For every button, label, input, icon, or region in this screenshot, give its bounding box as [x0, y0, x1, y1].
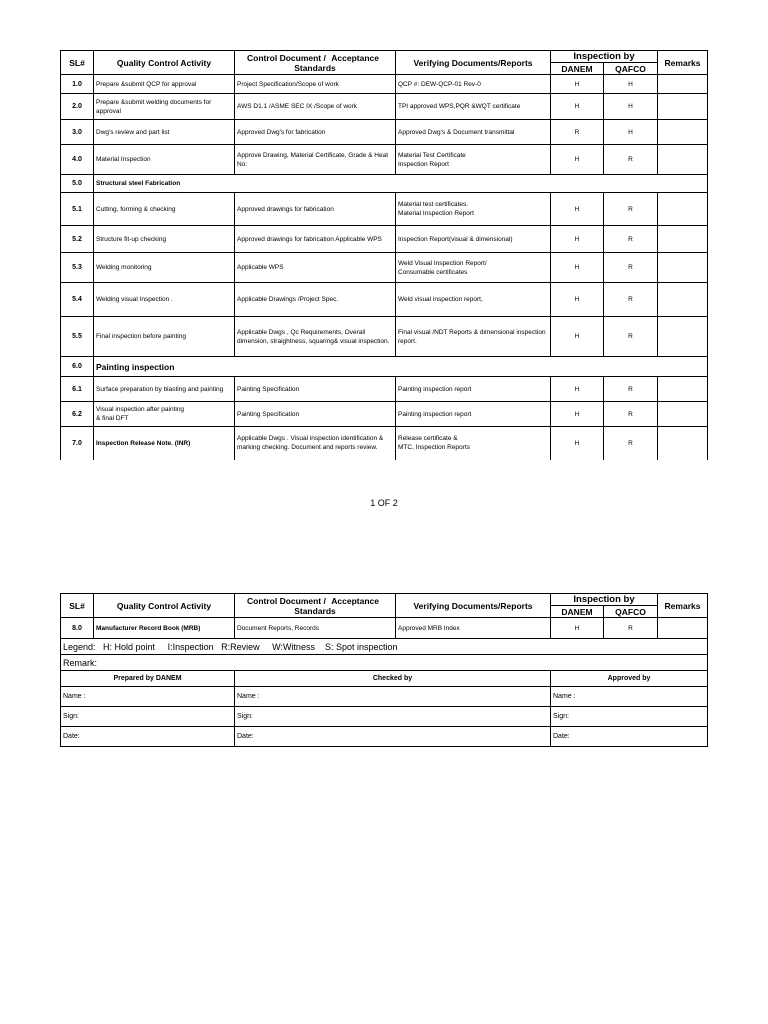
table-row: [61, 427, 708, 460]
row-qafco: R: [604, 145, 658, 175]
row-control-document: AWS D1.1 /ASME SEC IX /Scope of work: [235, 94, 396, 120]
row-danem: H: [551, 317, 604, 357]
row-control-document: Applicable Drawings /Project Spec.: [235, 283, 396, 317]
row-remarks: [658, 94, 708, 120]
row-sl: 5.0: [61, 175, 94, 193]
row-sl: 8.0: [61, 618, 94, 639]
row-qafco: R: [604, 427, 658, 460]
row-danem: H: [551, 226, 604, 253]
row-sl: 5.2: [61, 226, 94, 253]
row-verifying-document: Material test certificates. Material Inspection Report: [396, 193, 551, 226]
row-verifying-document: QCP #: DEW-QCP-01 Rev-0: [396, 75, 551, 94]
row-verifying-document: Inspection Report(visual & dimensional): [396, 226, 551, 253]
row-remarks: [658, 317, 708, 357]
row-danem: H: [551, 427, 604, 460]
row-qafco: R: [604, 193, 658, 226]
row-remarks: [658, 145, 708, 175]
row-remarks: [658, 283, 708, 317]
row-qafco: R: [604, 283, 658, 317]
row-sl: 4.0: [61, 145, 94, 175]
table-row: [61, 283, 708, 317]
table-row: [61, 226, 708, 253]
legend: Legend: H: Hold point I:Inspection R:Review W:Witness S: Spot inspection: [61, 639, 708, 655]
row-verifying-document: Weld Visual Inspection Report/ Consumable certificates: [396, 253, 551, 283]
table-row: [61, 75, 708, 94]
row-remarks: [658, 402, 708, 427]
row-sl: 5.3: [61, 253, 94, 283]
approved-by-heading: Approved by: [551, 671, 708, 687]
row-danem: H: [551, 94, 604, 120]
row-sl: 6.0: [61, 357, 94, 377]
row-remarks: [658, 618, 708, 639]
row-activity: Visual inspection after painting & final DFT: [94, 402, 235, 427]
row-verifying-document: Approved Dwg's & Document transmittal: [396, 120, 551, 145]
row-qafco: R: [604, 317, 658, 357]
table-row: [61, 94, 708, 120]
header-qafco: QAFCO: [604, 63, 658, 75]
row-control-document: Applicable Dwgs . Visual inspection identification & marking checking. Document and reports review.: [235, 427, 396, 460]
header-sl: SL#: [61, 51, 94, 75]
row-activity: Manufacturer Record Book (MRB): [94, 618, 235, 639]
checked-name-field[interactable]: Name :: [235, 687, 551, 707]
row-verifying-document: TPI approved WPS,PQR &WQT certificate: [396, 94, 551, 120]
row-verifying-document: Painting inspection report: [396, 402, 551, 427]
header-sl: SL#: [61, 594, 94, 618]
row-danem: H: [551, 377, 604, 402]
header-control-document: Control Document / Acceptance Standards: [235, 51, 396, 75]
header-remarks: Remarks: [658, 594, 708, 618]
prepared-sign-field[interactable]: Sign:: [61, 707, 235, 727]
row-control-document: Painting Specification: [235, 402, 396, 427]
row-sl: 6.1: [61, 377, 94, 402]
row-verifying-document: Final visual /NDT Reports & dimensional inspection report.: [396, 317, 551, 357]
row-verifying-document: Painting inspection report: [396, 377, 551, 402]
row-danem: H: [551, 283, 604, 317]
row-activity: Prepare &submit QCP for approval: [94, 75, 235, 94]
row-control-document: Project Specification/Scope of work: [235, 75, 396, 94]
section-title: Painting inspection: [94, 357, 708, 377]
row-activity: Inspection Release Note. (INR): [94, 427, 235, 460]
qc-activity-table: [60, 50, 708, 460]
row-activity: Final inspection before painting: [94, 317, 235, 357]
header-qafco: QAFCO: [604, 606, 658, 618]
row-remarks: [658, 427, 708, 460]
row-sl: 2.0: [61, 94, 94, 120]
row-qafco: R: [604, 618, 658, 639]
header-danem: DANEM: [551, 63, 604, 75]
row-danem: H: [551, 618, 604, 639]
row-sl: 5.5: [61, 317, 94, 357]
row-danem: H: [551, 75, 604, 94]
row-qafco: R: [604, 226, 658, 253]
header-verifying: Verifying Documents/Reports: [396, 51, 551, 75]
approved-date-field[interactable]: Date:: [551, 727, 708, 747]
table-row: [61, 145, 708, 175]
prepared-date-field[interactable]: Date:: [61, 727, 235, 747]
table-row: [61, 120, 708, 145]
qc-activity-table-page-2: [60, 593, 708, 747]
row-verifying-document: Material Test Certificate Inspection Report: [396, 145, 551, 175]
row-activity: Material Inspection: [94, 145, 235, 175]
page-number: 1 OF 2: [370, 498, 398, 508]
section-row: [61, 175, 708, 193]
row-activity: Cutting, forming & checking: [94, 193, 235, 226]
row-control-document: Approve Drawing, Material Certificate, Grade & Heat No:: [235, 145, 396, 175]
row-activity: Surface preparation by blasting and painting: [94, 377, 235, 402]
row-sl: 7.0: [61, 427, 94, 460]
row-activity: Dwg's review and part list: [94, 120, 235, 145]
row-verifying-document: Weld visual inspection report,: [396, 283, 551, 317]
row-danem: H: [551, 145, 604, 175]
row-control-document: Painting Specification: [235, 377, 396, 402]
row-danem: R: [551, 120, 604, 145]
table-row: [61, 377, 708, 402]
section-title: Structural steel Fabrication: [94, 175, 708, 193]
row-activity: Welding monitoring: [94, 253, 235, 283]
row-remarks: [658, 253, 708, 283]
row-sl: 6.2: [61, 402, 94, 427]
row-remarks: [658, 377, 708, 402]
table-row: [61, 253, 708, 283]
row-control-document: Document Reports, Records: [235, 618, 396, 639]
header-verifying: Verifying Documents/Reports: [396, 594, 551, 618]
header-inspection-by: Inspection by: [551, 51, 658, 63]
row-remarks: [658, 193, 708, 226]
row-sl: 3.0: [61, 120, 94, 145]
row-qafco: H: [604, 75, 658, 94]
header-danem: DANEM: [551, 606, 604, 618]
row-remarks: [658, 226, 708, 253]
row-activity: Structure fit-up checking: [94, 226, 235, 253]
header-inspection-by: Inspection by: [551, 594, 658, 606]
row-sl: 5.1: [61, 193, 94, 226]
header-control-document: Control Document / Acceptance Standards: [235, 594, 396, 618]
prepared-by-heading: Prepared by DANEM: [61, 671, 235, 687]
row-activity: Welding visual Inspection .: [94, 283, 235, 317]
row-control-document: Approved drawings for fabrication: [235, 193, 396, 226]
row-danem: H: [551, 253, 604, 283]
header-activity: Quality Control Activity: [94, 51, 235, 75]
row-qafco: H: [604, 94, 658, 120]
header-remarks: Remarks: [658, 51, 708, 75]
row-verifying-document: Release certificate & MTC, Inspection Reports: [396, 427, 551, 460]
remark-label: Remark:: [61, 655, 708, 671]
row-verifying-document: Approved MRB Index: [396, 618, 551, 639]
row-control-document: Applicable Dwgs , Qc Requirements, Overall dimension, straightness, squaring& visual inspection.: [235, 317, 396, 357]
table-row: [61, 618, 708, 639]
prepared-name-field[interactable]: Name :: [61, 687, 235, 707]
row-remarks: [658, 75, 708, 94]
row-control-document: Applicable WPS: [235, 253, 396, 283]
checked-date-field[interactable]: Date:: [235, 727, 551, 747]
header-activity: Quality Control Activity: [94, 594, 235, 618]
row-danem: H: [551, 193, 604, 226]
row-qafco: R: [604, 402, 658, 427]
table-row: [61, 193, 708, 226]
section-row: [61, 357, 708, 377]
row-danem: H: [551, 402, 604, 427]
row-control-document: Approved drawings for fabrication Applicable WPS: [235, 226, 396, 253]
row-activity: Prepare &submit welding documents for approval: [94, 94, 235, 120]
row-sl: 1.0: [61, 75, 94, 94]
row-sl: 5.4: [61, 283, 94, 317]
row-qafco: H: [604, 120, 658, 145]
row-qafco: R: [604, 377, 658, 402]
table-row: [61, 402, 708, 427]
row-qafco: R: [604, 253, 658, 283]
row-remarks: [658, 120, 708, 145]
approved-name-field[interactable]: Name :: [551, 687, 708, 707]
table-row: [61, 317, 708, 357]
checked-by-heading: Checked by: [235, 671, 551, 687]
row-control-document: Approved Dwg's for fabrication: [235, 120, 396, 145]
checked-sign-field[interactable]: Sign:: [235, 707, 551, 727]
approved-sign-field[interactable]: Sign:: [551, 707, 708, 727]
